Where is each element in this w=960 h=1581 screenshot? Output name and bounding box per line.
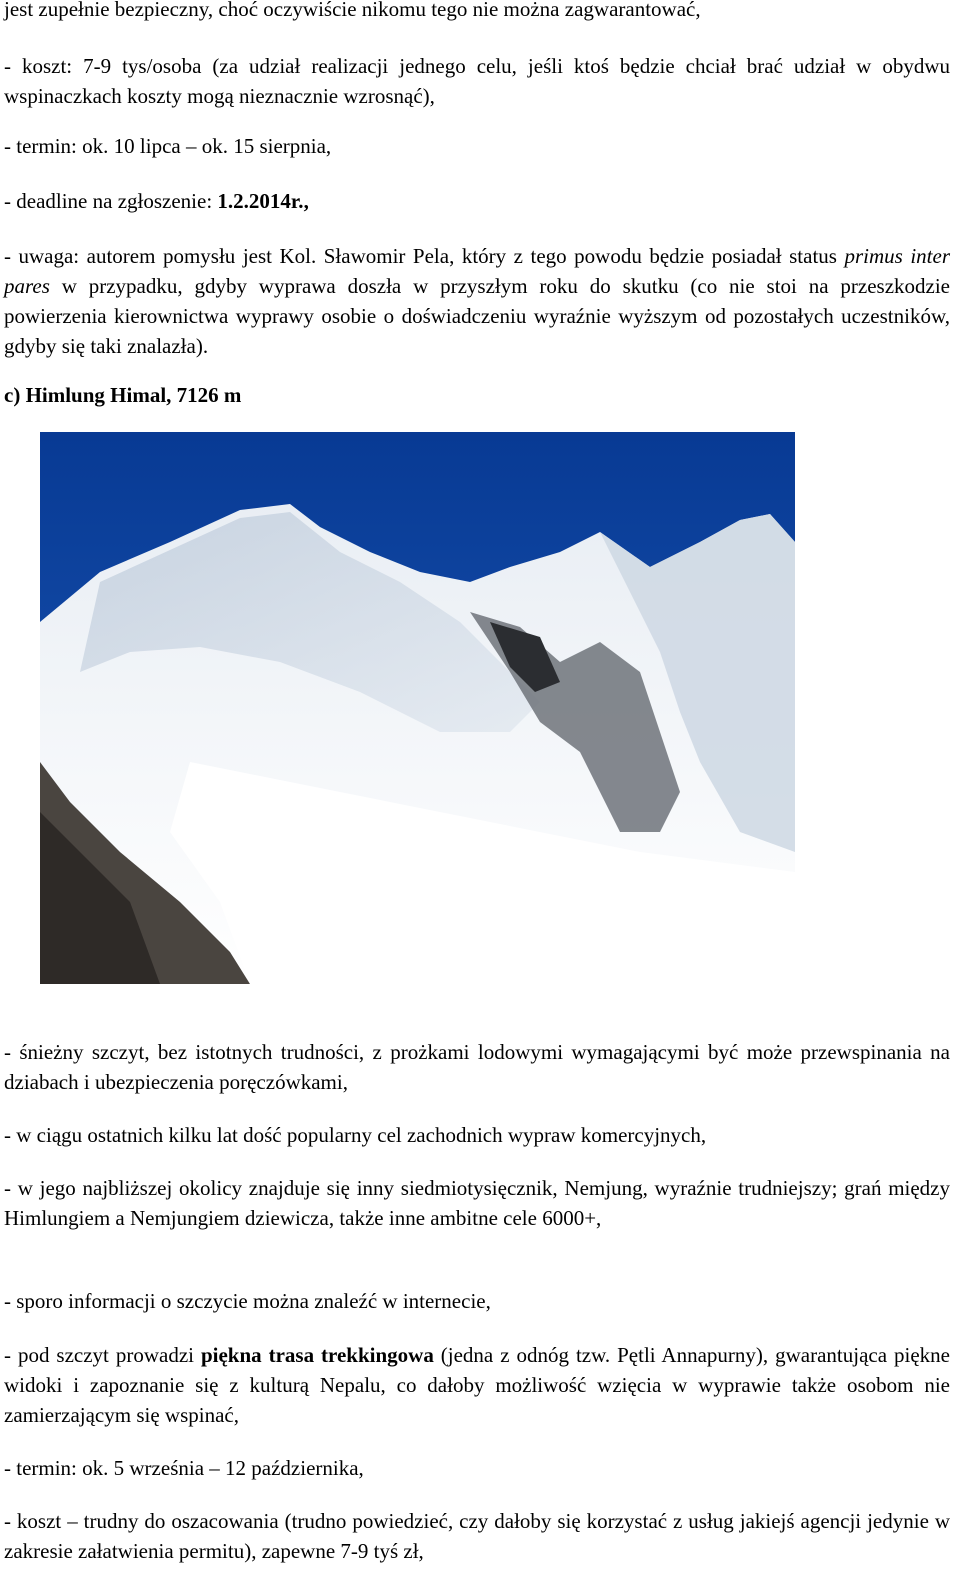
bullet-trek [4,1340,950,1430]
note-text-a: - uwaga: autorem pomysłu jest Kol. Sławomir Pela, który z tego powodu będzie posiadał status [4,244,845,268]
text-line-safety: jest zupełnie bezpieczny, choć oczywiście nikomu tego nie można zagwarantować, [4,0,701,21]
bullet-note [4,241,950,361]
deadline-label: - deadline na zgłoszenie: [4,189,218,213]
trek-bold: piękna trasa trekkingowa [200,1343,434,1367]
mountain-photo [40,432,795,984]
bullet-snow-peak: - śnieżny szczyt, bez istotnych trudności, z prożkami lodowymi wymagającymi być może przewspinania na dziabach i ubezpieczenia poręczówkami, [4,1040,950,1094]
note-text-b: w przypadku, gdyby wyprawa doszła w przyszłym roku do skutku (co nie stoi na przeszkodzie powierzenia kierownictwa wyprawy osobie o doświadczeniu wyraźnie wyższym od pozostałych uczestników, gdyby się taki znalazła). [4,274,950,358]
deadline-suffix: , [303,189,309,213]
bullet-cost-1: - koszt: 7-9 tys/osoba (za udział realizacji jednego celu, jeśli ktoś będzie chciał brać udział w obydwu wspinaczkach koszty mogą nieznacznie wzrosnąć), [4,54,950,108]
bullet-term-2: - termin: ok. 5 września – 12 października, [4,1456,364,1480]
bullet-cost-2: - koszt – trudny do oszacowania (trudno powiedzieć, czy dałoby się korzystać z usług jakiejś agencji jedynie w zakresie załatwienia permitu), zapewne 7-9 tyś zł, [4,1509,950,1563]
bullet-internet: - sporo informacji o szczycie można znaleźć w internecie, [4,1289,491,1313]
bullet-term-1: - termin: ok. 10 lipca – ok. 15 sierpnia, [4,134,332,158]
bullet-deadline [4,186,950,216]
trek-text-b: (jedna z odnóg tzw. Pętli Annapurny), gwarantująca piękne widoki i zapoznanie się z kulturą Nepalu, co dałoby możliwość wzięcia w wyprawie także osobom nie zamierzającym się wspinać, [4,1343,950,1427]
trek-text-a: - pod szczyt prowadzi [4,1343,201,1367]
bullet-popular: - w ciągu ostatnich kilku lat dość popularny cel zachodnich wypraw komercyjnych, [4,1123,707,1147]
bullet-nemjung: - w jego najbliższej okolicy znajduje się inny siedmiotysięcznik, Nemjung, wyraźnie trudniejszy; grań między Himlungiem a Nemjungiem dziewicza, także inne ambitne cele 6000+, [4,1176,950,1230]
section-heading-himlung: c) Himlung Himal, 7126 m [4,383,242,407]
deadline-value: 1.2.2014r. [217,189,304,213]
note-italic: primus inter pares [4,244,950,298]
